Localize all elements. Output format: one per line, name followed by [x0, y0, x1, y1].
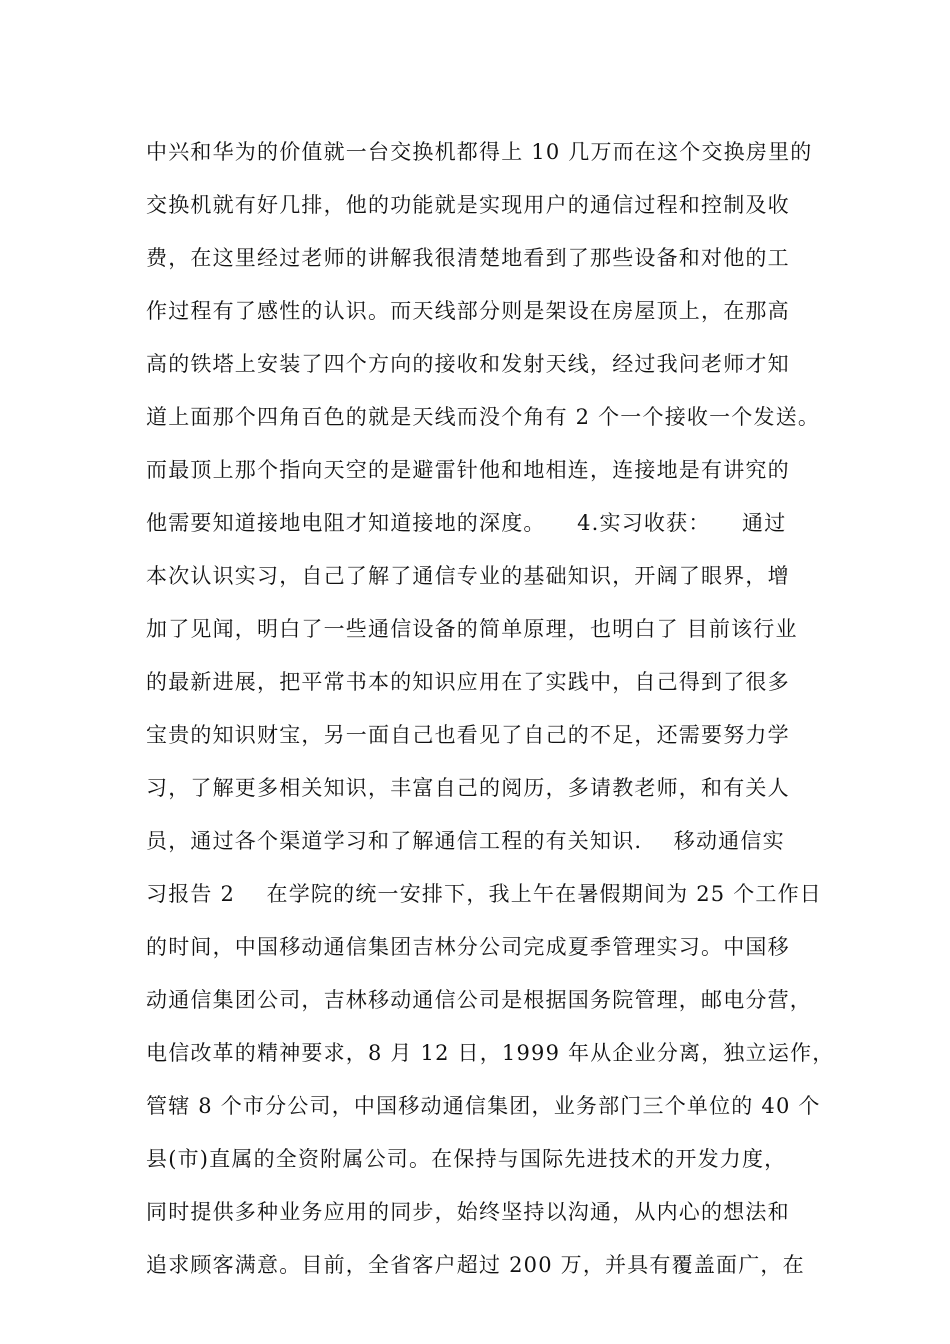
- text-line-16: 的时间，中国移动通信集团吉林分公司完成夏季管理实习。中国移: [146, 935, 790, 959]
- text-line-14: 员，通过各个渠道学习和了解通信工程的有关知识. 移动通信实: [146, 829, 785, 853]
- text-line-2: 交换机就有好几排，他的功能就是实现用户的通信过程和控制及收: [146, 193, 790, 217]
- text-line-13: 习，了解更多相关知识，丰富自己的阅历，多请教老师，和有关人: [146, 776, 790, 800]
- text-line-8: 他需要知道接地电阻才知道接地的深度。 4.实习收获： 通过: [146, 511, 787, 535]
- text-line-11: 的最新进展，把平常书本的知识应用在了实践中，自己得到了很多: [146, 670, 790, 694]
- text-line-19: 管辖 8 个市分公司，中国移动通信集团，业务部门三个单位的 40 个: [146, 1094, 821, 1118]
- text-line-12: 宝贵的知识财宝，另一面自己也看见了自己的不足，还需要努力学: [146, 723, 790, 747]
- text-line-15: 习报告 2 在学院的统一安排下，我上午在暑假期间为 25 个工作日: [146, 882, 823, 906]
- text-line-7: 而最顶上那个指向天空的是避雷针他和地相连，连接地是有讲究的: [146, 458, 790, 482]
- body-text: [146, 132, 835, 1298]
- text-line-5: 高的铁塔上安装了四个方向的接收和发射天线，经过我问老师才知: [146, 352, 790, 376]
- text-line-21: 同时提供多种业务应用的同步，始终坚持以沟通，从内心的想法和: [146, 1200, 790, 1224]
- text-line-22: 追求顾客满意。目前，全省客户超过 200 万，并具有覆盖面广，在: [146, 1253, 805, 1277]
- text-line-20: 县(市)直属的全资附属公司。在保持与国际先进技术的开发力度，: [146, 1147, 787, 1171]
- text-line-18: 电信改革的精神要求，8 月 12 日，1999 年从企业分离，独立运作，: [146, 1041, 835, 1065]
- text-line-4: 作过程有了感性的认识。而天线部分则是架设在房屋顶上，在那高: [146, 299, 790, 323]
- text-line-17: 动通信集团公司，吉林移动通信公司是根据国务院管理，邮电分营，: [146, 988, 812, 1012]
- text-line-3: 费，在这里经过老师的讲解我很清楚地看到了那些设备和对他的工: [146, 246, 790, 270]
- text-line-6: 道上面那个四角百色的就是天线而没个角有 2 个一个接收一个发送。: [146, 405, 821, 429]
- text-line-9: 本次认识实习，自己了解了通信专业的基础知识，开阔了眼界，增: [146, 564, 790, 588]
- text-line-10: 加了见闻，明白了一些通信设备的简单原理，也明白了 目前该行业: [146, 617, 798, 641]
- text-line-1: 中兴和华为的价值就一台交换机都得上 10 几万而在这个交换房里的: [146, 140, 813, 164]
